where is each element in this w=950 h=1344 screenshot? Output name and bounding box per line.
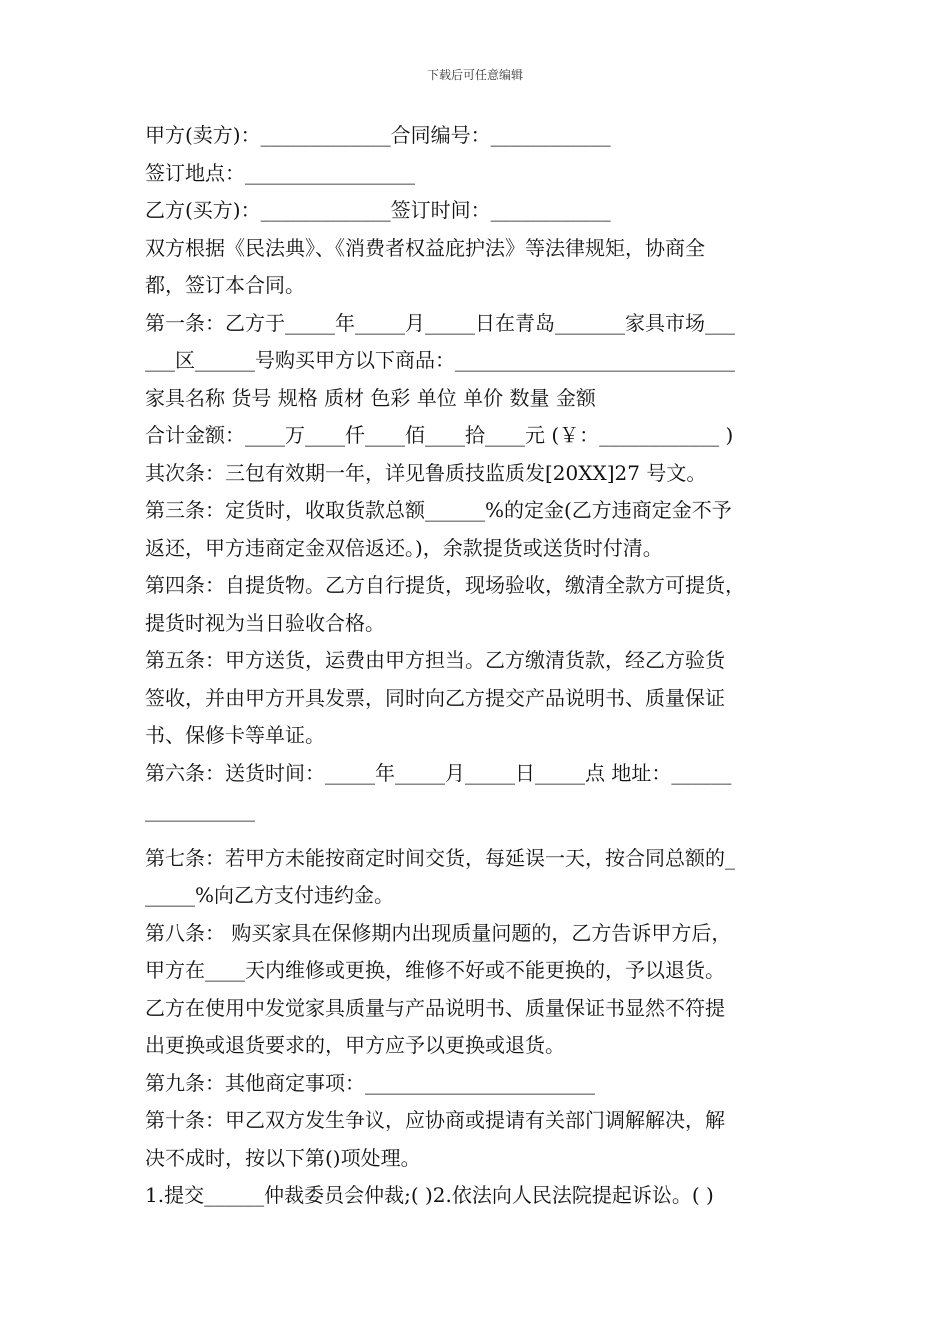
article-5-line-2: 签收，并由甲方开具发票，同时向乙方提交产品说明书、质量保证	[145, 685, 725, 710]
article-8-line-1: 第八条： 购买家具在保修期内出现质量问题的，乙方告诉甲方后，	[145, 920, 732, 945]
article-1-line-2: ___区______号购买甲方以下商品：____________________________	[145, 348, 735, 372]
article-3-line-1: 第三条：定货时，收取货款总额______%的定金(乙方违商定金不予	[145, 498, 732, 522]
article-3-line-2: 返还，甲方违商定金双倍返还。)，余款提货或送货时付清。	[145, 535, 663, 560]
article-5-line-1: 第五条：甲方送货，运费由甲方担当。乙方缴清货款，经乙方验货	[145, 648, 725, 672]
dispute-options-line: 1.提交______仲裁委员会仲裁;( )2.依法向人民法院提起诉讼。( )	[145, 1183, 714, 1207]
article-5-line-3: 书、保修卡等单证。	[145, 723, 325, 747]
contract-body	[145, 117, 810, 1215]
goods-table-header: 家具名称 货号 规格 质材 色彩 单位 单价 数量 金额	[145, 385, 596, 410]
article-7-line-1: 第七条：若甲方未能按商定时间交货，每延误一天，按合同总额的_	[145, 845, 735, 870]
paragraph-gap	[145, 830, 810, 840]
article-2-line: 其次条：三包有效期一年，详见鲁质技监质发[20XX]27 号文。	[145, 460, 707, 485]
contract-line-sign-place: 签订地点：_________________	[145, 160, 415, 185]
article-10-line-2: 决不成时，按以下第()项处理。	[145, 1145, 421, 1170]
article-8-line-4: 出更换或退货要求的，甲方应予以更换或退货。	[145, 1033, 565, 1057]
contract-line-seller: 甲方(卖方)：_____________合同编号：____________	[145, 123, 611, 147]
article-4-line-2: 提货时视为当日验收合格。	[145, 610, 385, 635]
article-8-line-2: 甲方在____天内维修或更换，维修不好或不能更换的，予以退货。	[145, 958, 725, 982]
article-10-line-1: 第十条：甲乙双方发生争议，应协商或提请有关部门调解解决，解	[145, 1108, 725, 1132]
article-1-line-1: 第一条：乙方于_____年_____月_____日在青岛_______家具市场___	[145, 310, 735, 335]
total-amount-line: 合计金额：____万____仟____佰____拾____元 (￥：____________ )	[145, 423, 734, 447]
article-8-line-3: 乙方在使用中发觉家具质量与产品说明书、质量保证书显然不符提	[145, 995, 725, 1020]
contract-line-buyer: 乙方(买方)：_____________签订时间：____________	[145, 198, 611, 222]
article-4-line-1: 第四条：自提货物。乙方自行提货，现场验收，缴清全款方可提货，	[145, 573, 745, 597]
article-7-line-2: _____%向乙方支付违约金。	[145, 883, 395, 907]
article-9-line: 第九条：其他商定事项：_______________________	[145, 1070, 595, 1095]
article-6-line-1: 第六条：送货时间：_____年_____月_____日_____点 地址：______	[145, 760, 732, 785]
contract-line-preamble-2: 都，签订本合同。	[145, 273, 305, 297]
contract-line-preamble-1: 双方根据《民法典》、《消费者权益庇护法》等法律规矩，协商全	[145, 235, 705, 260]
article-6-line-2: ___________	[145, 798, 255, 822]
page-header-note: 下载后可任意编辑	[426, 68, 523, 82]
